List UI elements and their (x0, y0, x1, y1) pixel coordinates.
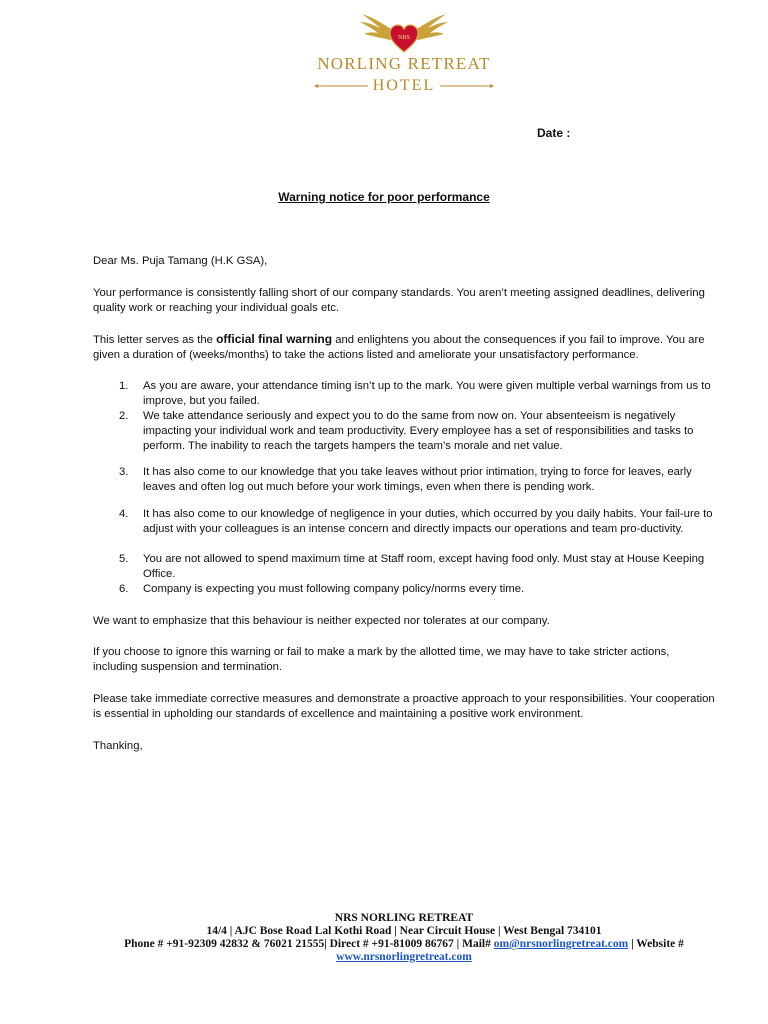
closing: Thanking, (93, 740, 143, 752)
paragraph-corrective-measures: Please take immediate corrective measures and demonstrate a proactive approach to your responsibilities. Your cooperation is essential in upholding our standards of excellence and maintaining a positive work environment. (93, 693, 715, 720)
list-number: 1. (119, 380, 129, 392)
letter-subject: Warning notice for poor performance (278, 190, 490, 204)
salutation: Dear Ms. Puja Tamang (H.K GSA), (93, 255, 268, 267)
winged-heart-emblem-icon (310, 8, 498, 56)
list-number: 5. (119, 553, 129, 565)
official-final-warning-highlight: official final warning (216, 332, 333, 346)
paragraph-performance: Your performance is consistently falling short of our company standards. You aren’t meeting assigned deadlines, delivering quality work or reaching your individual goals etc. (93, 287, 705, 314)
paragraph-consequences: If you choose to ignore this warning or fail to make a mark by the allotted time, we may have to take stricter actions, including suspension and termination. (93, 646, 670, 673)
list-item: You are not allowed to spend maximum time at Staff room, except having food only. Must stay at House Keeping Office. (143, 553, 705, 580)
footer-address: 14/4 | AJC Bose Road Lal Kothi Road | Near Circuit House | West Bengal 734101 (206, 925, 602, 937)
logo-badge-text: NRS (398, 35, 410, 41)
footer-contact (93, 938, 715, 964)
para2-before: This letter serves as the (93, 334, 217, 346)
hotel-name-line2: HOTEL (372, 77, 436, 94)
list-number: 6. (119, 583, 129, 595)
list-number: 3. (119, 466, 129, 478)
list-item: Company is expecting you must following company policy/norms every time. (143, 583, 525, 595)
paragraph-final-warning (93, 332, 715, 363)
list-item: It has also come to our knowledge that you take leaves without prior intimation, trying to force for leaves, early leaves and often log out much before your work timings, even when there is pending work. (143, 466, 692, 493)
para2-after: and enlightens you about the consequences if you fail to improve. You are given a duration of (weeks/months) to take the actions listed and ameliorate your unsatisfactory performance. (93, 334, 705, 361)
letter-footer (93, 912, 715, 964)
hotel-logo (310, 8, 498, 98)
paragraph-behaviour: We want to emphasize that this behaviour is neither expected nor tolerates at our company. (93, 615, 550, 627)
list-number: 2. (119, 410, 129, 422)
footer-website-link[interactable]: www.nrsnorlingretreat.com (336, 951, 472, 963)
list-item: As you are aware, your attendance timing isn’t up to the mark. You were given multiple verbal warnings from us to improve, but you failed. (143, 380, 711, 407)
hotel-name-line1: NORLING RETREAT (317, 54, 491, 73)
footer-company: NRS NORLING RETREAT (334, 912, 474, 924)
footer-phone: Phone # +91-92309 42832 & 76021 21555| Direct # +91-81009 86767 | Mail# (124, 938, 491, 950)
list-number: 4. (119, 508, 129, 520)
footer-email-link[interactable]: om@nrsnorlingretreat.com (493, 938, 629, 950)
footer-website-label: | Website # (631, 938, 684, 950)
list-item: It has also come to our knowledge of negligence in your duties, which occurred by you daily habits. Your fail-ure to adjust with your colleagues is an intense concern and directly impacts our operations and team pro-ductivity. (143, 508, 713, 535)
date-label: Date : (537, 126, 571, 140)
list-item: We take attendance seriously and expect you to do the same from now on. Your absenteeism is negatively impacting your individual work and team productivity. Every employee has a set of responsibilities and tasks to perform. The inability to reach the targets hampers the team’s morale and net value. (143, 410, 694, 452)
